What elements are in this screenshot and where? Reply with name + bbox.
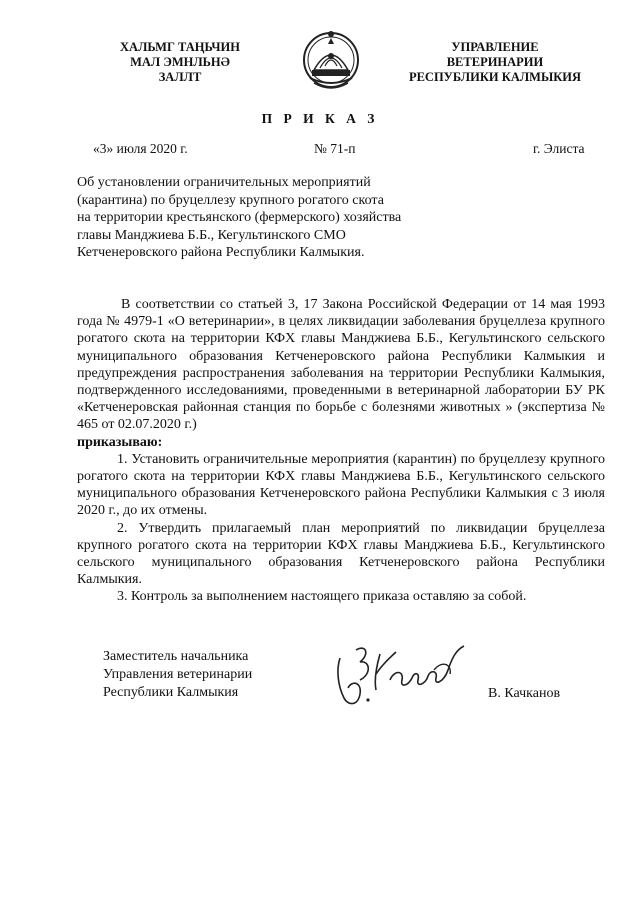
subject-line: главы Манджиева Б.Б., Кегультинского СМО xyxy=(77,227,346,243)
kalmykia-emblem-icon xyxy=(300,26,362,98)
signatory-position-line: Управления ветеринарии xyxy=(103,667,253,682)
order-item-2: 2. Утвердить прилагаемый план мероприятий по ликвидации бруцеллеза крупного рогатого скота на территории КФХ главы Манджиева Б.Б., Кегультинского сельского муниципального образования Кетченеровского района Республики Калмыкия. xyxy=(77,520,605,588)
order-item-1: 1. Установить ограничительные мероприятия (карантин) по бруцеллезу крупного рогатого скота на территории КФХ главы Манджиева Б.Б., Кегультинского сельского муниципального образования Кетченеровского района Республики Калмыкия с 3 июля 2020 г., до их отмены. xyxy=(77,451,605,519)
handwritten-signature xyxy=(330,640,480,710)
document-city: г. Элиста xyxy=(533,141,585,156)
subject-line: на территории крестьянского (фермерского) хозяйства xyxy=(77,210,402,225)
document-number: № 71-п xyxy=(314,141,356,156)
header-russian-line-3: РЕСПУБЛИКИ КАЛМЫКИЯ xyxy=(408,70,582,84)
header-kalmyk-line-3: ЗАЛЛТ xyxy=(158,70,202,84)
signatory-name: В. Качканов xyxy=(488,686,561,701)
header-kalmyk-line-1: ХАЛЬМГ ТАҢЬЧИН xyxy=(120,40,240,54)
subject-line: (карантина) по бруцеллезу крупного рогатого скота xyxy=(77,192,384,208)
document-date: «3» июля 2020 г. xyxy=(93,141,188,156)
order-item-3: 3. Контроль за выполнением настоящего приказа оставляю за собой. xyxy=(117,589,527,605)
preamble-paragraph: В соответствии со статьей 3, 17 Закона Российской Федерации от 14 мая 1993 года № 4979-1 «О ветеринарии», в целях ликвидации заболевания бруцеллеза крупного рогатого скота на территории КФХ главы Манджиева Б.Б., Кегультинского сельского муниципального образования Кетченеровского района Республики Калмыкия и предупреждения распространения заболевания на территории Республики Калмыкия, подтвержденного исследованиями, проведенными в ветеринарной лаборатории БУ РК «Кетченеровская районная станция по борьбе с болезнями животных » (экспертиза № 465 от 02.07.2020 г.) xyxy=(77,297,605,433)
header-russian xyxy=(395,40,595,85)
signatory-position-line: Заместитель начальника xyxy=(103,649,249,664)
signatory-position xyxy=(103,648,252,702)
subject-line: Об установлении ограничительных мероприятий xyxy=(77,175,371,190)
subject-line: Кетченеровского района Республики Калмыкия. xyxy=(77,245,365,260)
document-title: П Р И К А З xyxy=(261,111,379,126)
body-text xyxy=(77,296,605,606)
header-russian-line-1: УПРАВЛЕНИЕ xyxy=(451,40,539,54)
header-kalmyk xyxy=(100,40,260,85)
header-russian-line-2: ВЕТЕРИНАРИИ xyxy=(446,55,544,69)
signatory-position-line: Республики Калмыкия xyxy=(103,685,239,700)
header-kalmyk-line-2: МАЛ ЭМНЛЬНӘ xyxy=(130,55,230,69)
subject-block xyxy=(77,174,457,262)
order-word: приказываю: xyxy=(77,434,163,450)
